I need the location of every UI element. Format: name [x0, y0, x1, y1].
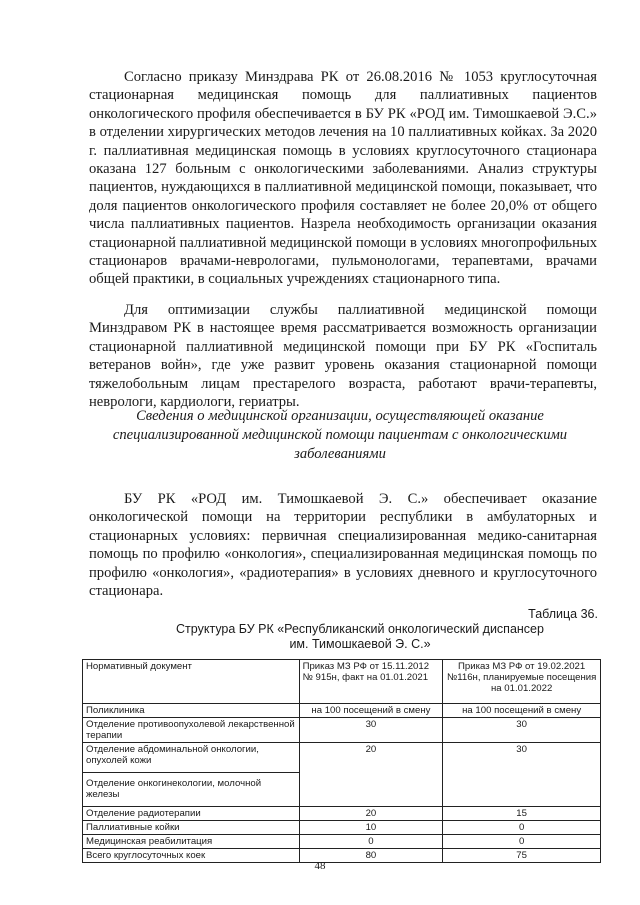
table-header-row: [83, 660, 601, 704]
cell-value: 15: [443, 807, 601, 821]
header-cell-document: Нормативный документ: [83, 660, 300, 704]
cell-value: 80: [299, 849, 443, 863]
cell-value: 30: [299, 718, 443, 743]
table-title-line2: им. Тимошкаевой Э. С.»: [289, 637, 431, 651]
row-label: Поликлиника: [83, 704, 300, 718]
section-heading: Сведения о медицинской организации, осуществляющей оказание специализированной медицинской помощи пациентам с онкологическими заболеваниями: [112, 408, 568, 462]
cell-value: 0: [443, 821, 601, 835]
table-row: [83, 704, 601, 718]
cell-value: 30: [443, 743, 601, 807]
table-row: [83, 718, 601, 743]
cell-value: 20: [299, 807, 443, 821]
cell-value: на 100 посещений в смену: [299, 704, 443, 718]
cell-value: 20: [299, 743, 443, 807]
header-cell-2021: Приказ МЗ РФ от 15.11.2012 № 915н, факт на 01.01.2021: [299, 660, 443, 704]
cell-value: 75: [443, 849, 601, 863]
table-row: [83, 807, 601, 821]
cell-value: 30: [443, 718, 601, 743]
row-label: Паллиативные койки: [83, 821, 300, 835]
row-label: Всего круглосуточных коек: [83, 849, 300, 863]
row-label: Отделение онкогинекологии, молочной железы: [83, 773, 300, 807]
cell-value: 0: [299, 835, 443, 849]
table-label: Таблица 36.: [528, 607, 598, 621]
paragraph-oncology-services: БУ РК «РОД им. Тимошкаевой Э. С.» обеспечивает оказание онкологической помощи на территории республики в амбулаторных и стационарных условиях: первичная специализированная медико-санитарная помощь по профилю «онкология», специализированная медицинская помощь по профилю «онкология», «радиотерапия» в условиях дневного и круглосуточного стационара.: [89, 491, 597, 600]
row-label: Отделение противоопухолевой лекарственной терапии: [83, 718, 300, 743]
table-row: [83, 835, 601, 849]
row-label: Отделение радиотерапии: [83, 807, 300, 821]
row-label: Отделение абдоминальной онкологии, опухолей кожи: [83, 743, 300, 773]
row-label: Медицинская реабилитация: [83, 835, 300, 849]
cell-value: 10: [299, 821, 443, 835]
cell-value: на 100 посещений в смену: [443, 704, 601, 718]
structure-table: [82, 659, 601, 863]
page-number: 48: [314, 860, 326, 872]
cell-value: 0: [443, 835, 601, 849]
table-title-line1: Структура БУ РК «Республиканский онкологический диспансер: [176, 622, 544, 636]
paragraph-palliative-care: Согласно приказу Минздрава РК от 26.08.2016 № 1053 круглосуточная стационарная медицинская помощь для паллиативных пациентов онкологического профиля обеспечивается в БУ РК «РОД им. Тимошкаевой Э.С.» в отделении хирургических методов лечения на 10 паллиативных койках. За 2020 г. паллиативная медицинская помощь в условиях круглосуточного стационара оказана 127 больным с онкологическими заболеваниями. Анализ структуры пациентов, нуждающихся в паллиативной медицинской помощи, показывает, что доля пациентов онкологического профиля составляет не более 20,0% от общего числа паллиативных пациентов. Назрела необходимость организации оказания стационарной паллиативной медицинской помощи в условиях многопрофильных стационаров врачами-неврологами, пульмонологами, терапевтами, врачами общей практики, в социальных учреждениях стационарного типа.: [89, 69, 597, 288]
paragraph-optimization: Для оптимизации службы паллиативной медицинской помощи Минздравом РК в настоящее время рассматривается возможность организации стационарной паллиативной медицинской помощи при БУ РК «Госпиталь ветеранов войн», где уже развит уровень оказания стационарной помощи тяжелобольным лицам престарелого возраста, работают врачи-терапевты, неврологи, кардиологи, гериатры.: [89, 302, 597, 411]
table-row: [83, 743, 601, 773]
table-title: [150, 622, 570, 652]
header-cell-2022: Приказ МЗ РФ от 19.02.2021 №116н, планируемые посещения на 01.01.2022: [443, 660, 601, 704]
table-row: [83, 821, 601, 835]
